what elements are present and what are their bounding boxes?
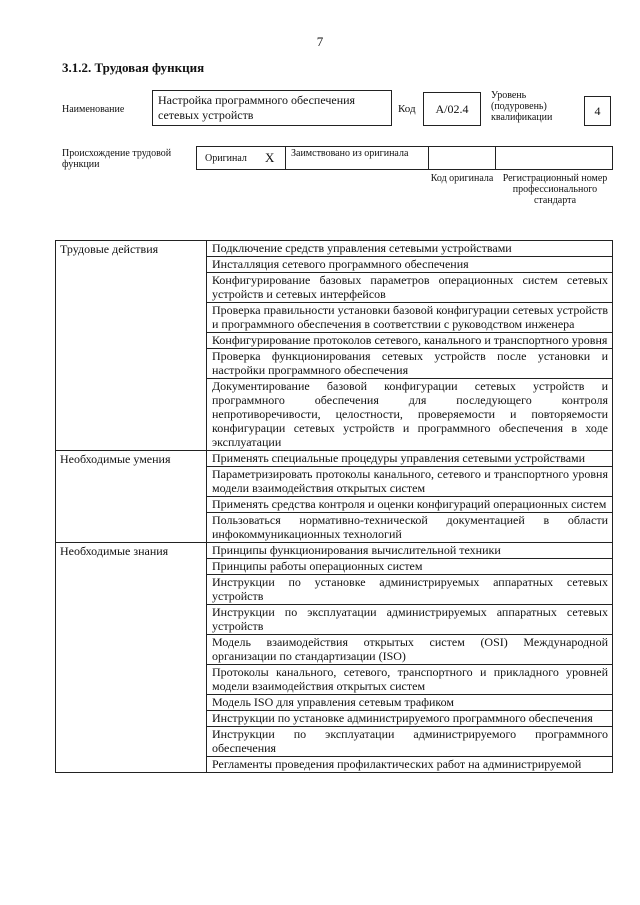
function-table (55, 240, 613, 773)
borrowed-label: Заимствовано из оригинала (291, 148, 409, 159)
list-item: Параметризировать протоколы канального, сетевого и транспортного уровня модели взаимодействия открытых систем (207, 467, 612, 497)
level-value: 4 (584, 96, 611, 126)
list-item: Протоколы канального, сетевого, транспортного и прикладного уровней модели взаимодействия открытых систем (207, 665, 612, 695)
reg-number-caption: Регистрационный номер профессионального стандарта (502, 173, 608, 206)
section-title: 3.1.2. Трудовая функция (62, 60, 205, 75)
category-cell: Необходимые умения (56, 451, 207, 543)
items-cell (207, 451, 613, 543)
table-row-skills (56, 451, 613, 543)
list-item: Инструкции по установке администрируемых аппаратных сетевых устройств (207, 575, 612, 605)
code-label: Код (398, 103, 416, 115)
original-cell (196, 146, 286, 170)
code-value: А/02.4 (423, 92, 481, 126)
page-number: 7 (316, 34, 324, 49)
original-mark: Х (265, 150, 275, 165)
name-value: Настройка программного обеспечения сетевых устройств (152, 90, 392, 126)
code-orig-cell (428, 146, 496, 170)
list-item: Инструкции по эксплуатации администрируемого программного обеспечения (207, 727, 612, 757)
list-item: Применять специальные процедуры управления сетевыми устройствами (207, 451, 612, 467)
list-item: Применять средства контроля и оценки конфигураций операционных систем (207, 497, 612, 513)
list-item: Инструкции по установке администрируемого программного обеспечения (207, 711, 612, 727)
list-item: Проверка правильности установки базовой конфигурации сетевых устройств и программного обеспечения в соответствии с руководством инженера (207, 303, 612, 333)
list-item: Принципы работы операционных систем (207, 559, 612, 575)
borrowed-cell (285, 146, 429, 170)
list-item: Принципы функционирования вычислительной техники (207, 543, 612, 559)
category-cell: Трудовые действия (56, 241, 207, 451)
list-item: Конфигурирование базовых параметров операционных систем сетевых устройств и сетевых интерфейсов (207, 273, 612, 303)
reg-number-cell (495, 146, 613, 170)
origin-label: Происхождение трудовой функции (62, 148, 172, 170)
items-cell (207, 241, 613, 451)
original-label: Оригинал (205, 153, 247, 164)
level-label: Уровень (подуровень) квалификации (491, 90, 553, 123)
list-item: Пользоваться нормативно-технической документацией в области инфокоммуникационных технологий (212, 513, 608, 541)
list-item: Модель взаимодействия открытых систем (OSI) Международной организации по стандартизации (ISO) (207, 635, 612, 665)
list-item: Регламенты проведения профилактических работ на администрируемой (212, 757, 582, 771)
table-row-knowledge (56, 543, 613, 773)
code-orig-caption: Код оригинала (430, 173, 494, 184)
list-item: Подключение средств управления сетевыми устройствами (207, 241, 612, 257)
list-item: Инструкции по эксплуатации администрируемых аппаратных сетевых устройств (207, 605, 612, 635)
list-item: Модель ISO для управления сетевым трафиком (207, 695, 612, 711)
items-cell (207, 543, 613, 773)
list-item: Инсталляция сетевого программного обеспечения (207, 257, 612, 273)
table-row-labor-actions (56, 241, 613, 451)
list-item: Проверка функционирования сетевых устройств после установки и настройки программного обеспечения (207, 349, 612, 379)
name-label: Наименование (62, 104, 125, 115)
list-item: Документирование базовой конфигурации сетевых устройств и программного обеспечения для последующего контроля непротиворечивости, целостности, проверяемости и повторяемости конфигурации сетевых устройств и программного обеспечения в ходе эксплуатации (212, 379, 608, 449)
list-item: Конфигурирование протоколов сетевого, канального и транспортного уровня (207, 333, 612, 349)
category-cell: Необходимые знания (56, 543, 207, 773)
